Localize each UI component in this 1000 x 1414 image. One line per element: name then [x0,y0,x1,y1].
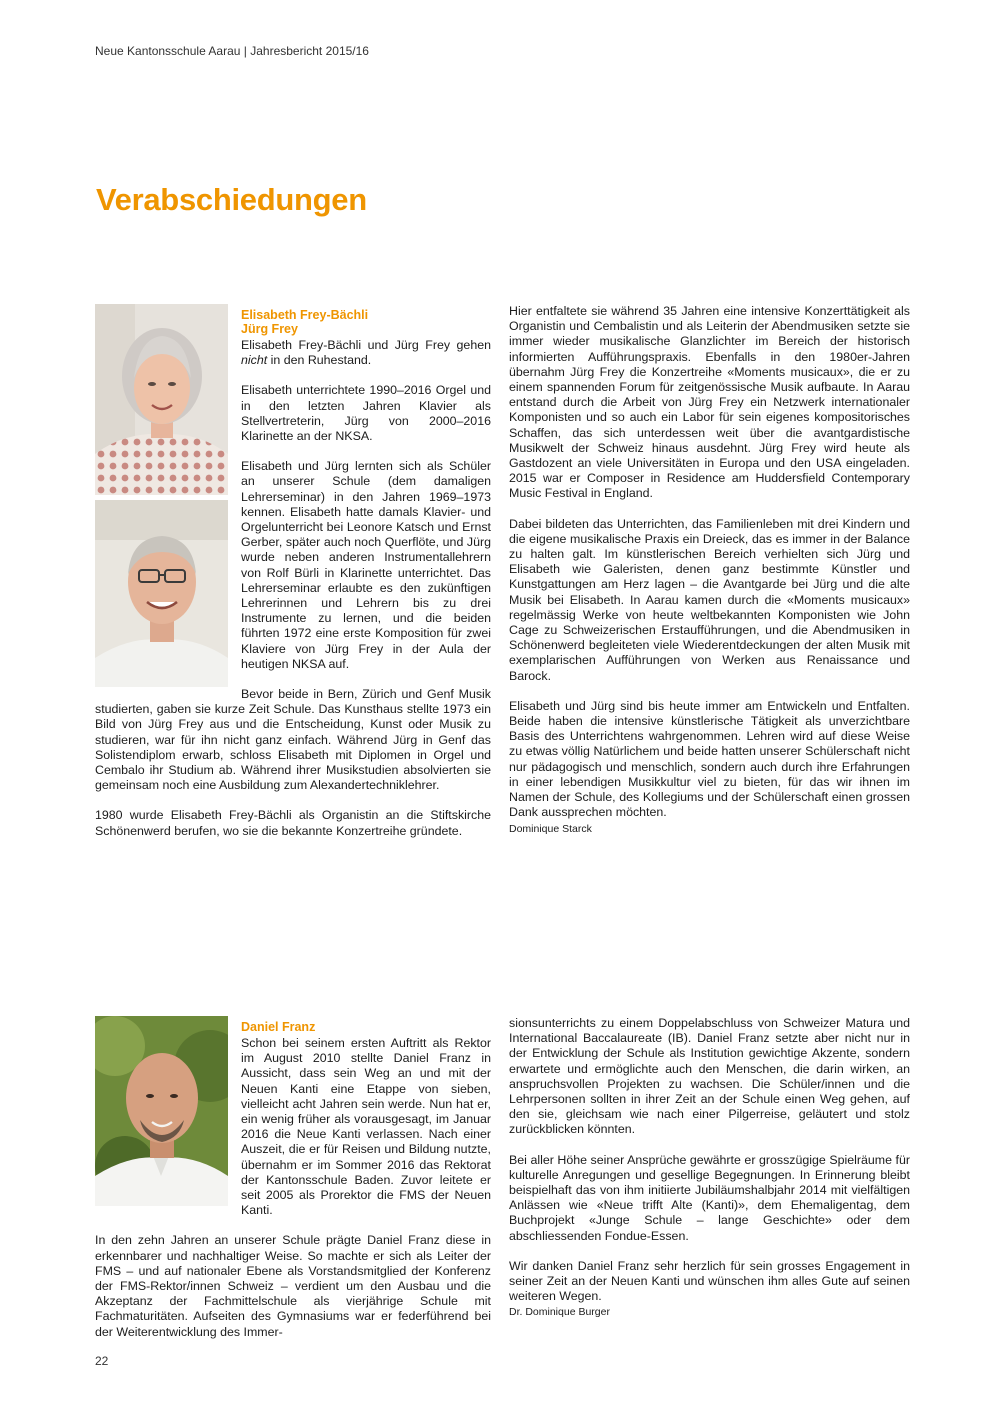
photo-juerg-frey [95,500,228,692]
section-frey-right-column [509,304,910,836]
page-number: 22 [95,1354,109,1368]
photo-holder [95,1016,228,1211]
paragraph-fms: In den zehn Jahren an unserer Schule prägte Daniel Franz diese in erkennbarer und nachhaltiger Weise. So machte er sich als Leiter der FMS – und auf nationaler Ebene als Vorstandsmitglied der Konferenz der FMS-Rektor/innen Schweiz – verdient um den Ausbau und die Akzeptanz der Fachmittelschule als vierjährige Schule mit Fachmaturitäten. Aufseiten des Gymnasiums war er federführend bei der Weiterentwicklung des Immer- [95,1233,491,1339]
signature-burger: Dr. Dominique Burger [509,1306,610,1319]
name-juerg: Jürg Frey [241,322,298,336]
intro-text-start: Elisabeth Frey-Bächli und Jürg Frey gehen [241,338,491,352]
photo-stack [95,304,228,692]
paragraph-jubilaeum: Bei aller Höhe seiner Ansprüche gewährte er grosszügige Spielräume für kulturelle Anregungen und gesellige Begegnungen. In Erinnerung bleibt beispielhaft das von ihm initiierte Jubiläumshalbjahr 2014 mit vielfältigen Anlässen wie «Neue trifft Alte (Kanti)», dem Ehemaligentag, dem Buchprojekt «Junge Schule – lange Geschichte» oder dem abschliessenden Fondue-Essen. [509,1152,910,1243]
paragraph-studies: Bevor beide in Bern, Zürich und Genf Musik studierten, gaben sie kurze Zeit Schule. Das Kunsthaus stellte 1973 ein Bild von Jürg Frey aus und die Entscheidung, Kunst oder Musik zu studieren, war für ihn nicht ganz einfach. Während Jürg in Genf das Solistendiplom erwarb, schloss Elisabeth mit Diplomen in Orgel und Cembalo ihr Studium ab. Während ihrer Musikstudien absolvierten sie gemeinsam noch eine Ausbildung zum Alexandertechniklehrer. [95,687,491,793]
intro-text-end: in den Ruhestand. [267,353,372,368]
signature-starck: Dominique Starck [509,822,592,835]
paragraph-rektor: Schon bei seinem ersten Auftritt als Rektor im August 2010 stellte Daniel Franz in Aussicht, dass sein Weg an und mit der Neuen Kanti eine Etappe von sieben, vielleicht acht Jahren sein werde. Nun hat er, ein wenig früher als vorausgesagt, im Januar 2016 die Neue Kanti verlassen. Nach einer Auszeit, die er für Reisen und Bildung nutzte, übernahm er im Sommer 2016 das Rektorat der Kantonsschule Baden. Zuvor leitete er seit 2005 als Prorektor die FMS der Neuen Kanti. [241,1036,491,1218]
page-title: Verabschiedungen [96,182,367,217]
name-elisabeth: Elisabeth Frey-Bächli [241,308,369,322]
paragraph-schoenenwerd: 1980 wurde Elisabeth Frey-Bächli als Organistin an die Stiftskirche Schönenwerd berufen, wo sie die bekannte Konzertreihe gründete. [95,808,491,838]
section-frey-left-column [95,304,491,854]
photo-elisabeth-frey-baechli [95,304,228,500]
paragraph-seminar: Elisabeth und Jürg lernten sich als Schüler an unserer Schule (dem damaligen Lehrerseminar) in den Jahren 1969–1973 kennen. Elisabeth hatte damals Klavier- und Orgelunterricht bei Leonore Katsch und Ernst Gerber, später auch noch Querflöte, und Jürg wurde neben anderen Instrumentallehrern von Rolf Bürli in Klarinette unterrichtet. Das Lehrerseminar erlaubte es den zukünftigen Lehrerinnen und Lehrern bis zu drei Instrumente zu lernen, und die beiden führten 1972 eine erste Komposition für zwei Klaviere von Jürg Frey in der Aula der heutigen NKSA auf. [241,459,491,671]
paragraph-thanks: Elisabeth und Jürg sind bis heute immer am Entwickeln und Entfalten. Beide haben die intensive künstlerische Tätigkeit als unverzichtbare Basis des Unterrichtens wahrgenommen. Lehren wird auf diese Weise zu etwas völlig Natürlichem und beide hatten unserer Schülerschaft nicht nur pädagogisch und menschlich, sondern auch durch ihre Erfahrungen in einer lebendigen Musikkultur viel zu bieten, für das wir ihnen im Namen der Schule, des Kollegiums und der Schülerschaft einen grossen Dank aussprechen möchten. [509,698,910,820]
intro-emphasis: nicht [241,353,268,368]
section-frey [95,304,910,844]
section-franz [95,1016,910,1339]
section-franz-right-column [509,1016,910,1319]
paragraph-balance: Dabei bildeten das Unterrichten, das Familienleben mit drei Kindern und die eigene musikalische Praxis ein Dreieck, das es immer in der Balance zu halten galt. Im künstlerischen Bereich verhielten sich Jürg und Elisabeth wie Galeristen, denen ganz bestimmte Künstler und Kunstgattungen am Herz lagen – die Avantgarde bei Jürg und die alte Musik bei Elisabeth. In Aarau kamen durch die «Moments musicaux» regelmässig Werke von heute weltbekannten Komponisten wie John Cage zu Schweizerischen Erstaufführungen, und die Abendmusiken in Schönenwerd begleiteten viele Wiederentdeckungen der alten Musik mit exemplarischen Aufführungen von Werken aus Renaissance und Barock. [509,516,910,683]
paragraph-dank: Wir danken Daniel Franz sehr herzlich für sein grosses Engagement in seiner Zeit an der Neuen Kanti und wünschen ihm alles Gute auf seinen weiteren Wegen. [509,1258,910,1304]
name-heading-franz: Daniel Franz [241,1020,316,1034]
section-franz-left-column [95,1016,491,1355]
running-header: Neue Kantonsschule Aarau | Jahresbericht 2015/16 [95,44,369,58]
paragraph-concerts: Hier entfaltete sie während 35 Jahren eine intensive Konzerttätigkeit als Organistin und Cembalistin und als Leiterin der Abendmusiken setzte sie immer wieder musikalische Glanzlichter im Bereich der historisch informierten Aufführungspraxis. Ebenfalls in den 1980er-Jahren übernahm Jürg Frey die Konzertreihe «Moments musicaux», die er zu einem spannenden Forum für zeitgenössische Musik aufbaute. In Aarau entstand durch die Arbeit von Jürg Frey ein Netzwerk internationaler Komponisten und so auch ein Labor für sein eigenes kompositorisches Schaffen, das sich unterdessen weit über die avantgardistische Musikwelt der Schweiz hinaus ausdehnt. Jürg Frey wird heute als Gastdozent an viele Universitäten in Europa und den USA eingeladen. 2015 war er Composer in Residence am Huddersfield Contemporary Music Festival in England. [509,304,910,501]
paragraph-ib: sionsunterrichts zu einem Doppelabschluss von Schweizer Matura und International Baccalaureate (IB). Daniel Franz setzte aber nicht nur in der Entwicklung der Schule als Institution gewichtige Akzente, sondern erwartete und ermöglichte auch den Menschen, die darin wirken, an anspruchsvollen Projekten zu wachsen. Die Schüler/innen und die Lehrpersonen sollten in ihrer Zeit an der Schule einen Weg gehen, auf den sie, gleichsam wie nach einer Pilgerreise, geläutert und stolz zurückblicken könnten. [509,1016,910,1137]
paragraph-teaching: Elisabeth unterrichtete 1990–2016 Orgel und in den letzten Jahren Klavier als Stellvertreterin, Jürg von 2000–2016 Klarinette an der NKSA. [241,383,491,444]
photo-daniel-franz [95,1016,228,1211]
